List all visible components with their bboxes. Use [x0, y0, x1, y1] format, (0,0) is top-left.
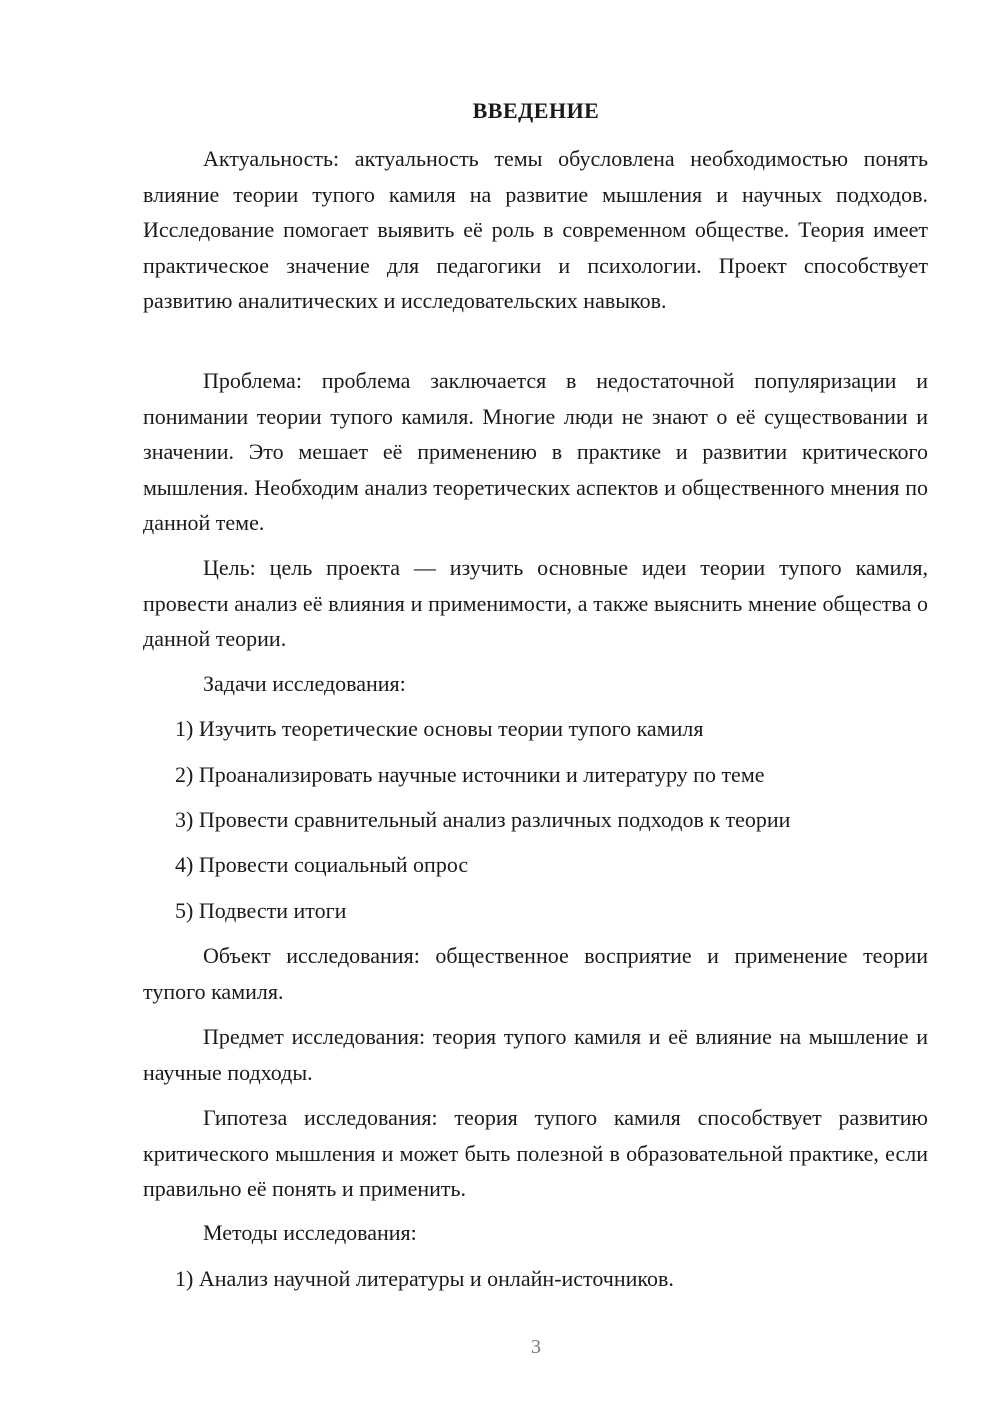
task-item: 5) Подвести итоги: [175, 898, 347, 923]
method-item: 1) Анализ научной литературы и онлайн-источников.: [175, 1266, 674, 1291]
tasks-heading: Задачи исследования:: [203, 671, 406, 696]
object-paragraph: Объект исследования: общественное восприятие и применение теории тупого камиля.: [143, 943, 928, 1004]
goal-paragraph: Цель: цель проекта — изучить основные идеи теории тупого камиля, провести анализ её влияния и применимости, а также выяснить мнение общества о данной теории.: [143, 555, 928, 651]
task-item: 2) Проанализировать научные источники и литературу по теме: [175, 762, 765, 787]
hypothesis-paragraph: Гипотеза исследования: теория тупого камиля способствует развитию критического мышления и может быть полезной в образовательной практике, если правильно её понять и применить.: [143, 1105, 928, 1201]
relevance-paragraph: Актуальность: актуальность темы обусловлена необходимостью понять влияние теории тупого камиля на развитие мышления и научных подходов. Исследование помогает выявить её роль в современном обществе. Теория имеет практическое значение для педагогики и психологии. Проект способствует развитию аналитических и исследовательских навыков.: [143, 146, 928, 313]
page-title: ВВЕДЕНИЕ: [472, 98, 600, 123]
page-number: 3: [531, 1336, 541, 1358]
subject-paragraph: Предмет исследования: теория тупого камиля и её влияние на мышление и научные подходы.: [143, 1024, 928, 1085]
task-item: 3) Провести сравнительный анализ различных подходов к теории: [175, 807, 791, 832]
methods-heading: Методы исследования:: [203, 1220, 417, 1245]
task-item: 1) Изучить теоретические основы теории тупого камиля: [175, 716, 704, 741]
problem-paragraph: Проблема: проблема заключается в недостаточной популяризации и понимании теории тупого камиля. Многие люди не знают о её существовании и значении. Это мешает её применению в практике и развитии критического мышления. Необходим анализ теоретических аспектов и общественного мнения по данной теме.: [143, 368, 928, 535]
task-item: 4) Провести социальный опрос: [175, 852, 469, 877]
